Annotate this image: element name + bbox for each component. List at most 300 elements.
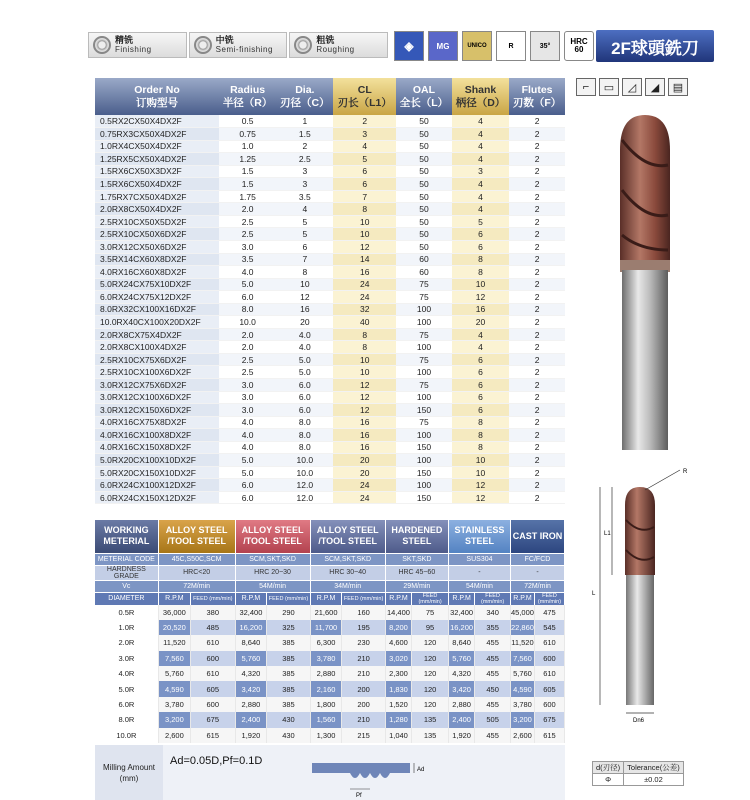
dia-cell: 1.5 (276, 128, 333, 141)
oal-cell: 100 (396, 316, 452, 329)
material-header: ALLOY STEEL /TOOL STEEL (310, 520, 385, 553)
material-code: 45C,S50C,SCM (158, 553, 235, 565)
dia-cell: 6 (276, 240, 333, 253)
dia-cell: 6.0 (276, 404, 333, 417)
order-no-cell: 2.0RX8CX100X4DX2F (95, 341, 219, 354)
oal-cell: 75 (396, 416, 452, 429)
hardness-value: - (448, 565, 510, 580)
order-no-cell: 1.75RX7CX50X4DX2F (95, 190, 219, 203)
flutes-cell: 2 (509, 429, 565, 442)
feed-header: FEED (mm/min) (342, 592, 385, 605)
shank-cell: 4 (452, 115, 509, 128)
cl-cell: 20 (333, 466, 396, 479)
material-header: ALLOY STEEL /TOOL STEEL (235, 520, 310, 553)
rpm-cell: 4,320 (448, 666, 474, 681)
feed-cell: 450 (475, 681, 511, 696)
dia-cell: 5 (276, 215, 333, 228)
speed-row (95, 728, 565, 743)
cl-cell: 2 (333, 115, 396, 128)
dia-cell: 4 (276, 203, 333, 216)
vc-value: 54M/min (235, 580, 310, 592)
oal-cell: 60 (396, 253, 452, 266)
flutes-cell: 2 (509, 190, 565, 203)
feed-cell: 120 (412, 681, 449, 696)
speed-row (95, 605, 565, 620)
spec-header-row (95, 78, 565, 115)
flutes-cell: 2 (509, 454, 565, 467)
shank-cell: 8 (452, 429, 509, 442)
spec-row (95, 429, 565, 442)
rpm-cell: 1,800 (310, 697, 342, 712)
l-label: L (592, 591, 596, 597)
dia-cell: 16 (276, 303, 333, 316)
feed-cell: 385 (267, 651, 310, 666)
slotting-icon: ⌐ (576, 78, 596, 96)
spec-row (95, 303, 565, 316)
flutes-cell: 2 (509, 316, 565, 329)
feed-cell: 675 (534, 712, 564, 727)
radius-cell: 8.0 (219, 303, 276, 316)
radius-cell: 2.0 (219, 203, 276, 216)
radius-cell: 6.0 (219, 291, 276, 304)
rpm-cell: 14,400 (385, 605, 411, 620)
dia-cell: 10.0 (276, 454, 333, 467)
tol-header-tol: Tolerance(公差) (624, 762, 684, 774)
feed-cell: 290 (267, 605, 310, 620)
shank-cell: 12 (452, 291, 509, 304)
feed-cell: 455 (475, 651, 511, 666)
shank-cell: 12 (452, 491, 509, 504)
dia-cell: 12.0 (276, 479, 333, 492)
oal-cell: 50 (396, 128, 452, 141)
rpm-cell: 11,520 (510, 635, 534, 650)
flutes-cell: 2 (509, 153, 565, 166)
coating-badge: ◈ (394, 31, 424, 61)
feed-cell: 210 (342, 666, 385, 681)
rpm-cell: 5,760 (158, 666, 190, 681)
rpm-cell: 4,590 (158, 681, 190, 696)
dia-cell: 5.0 (276, 366, 333, 379)
rpm-cell: 2,600 (510, 728, 534, 743)
milling-amount-panel (95, 745, 565, 800)
mg-badge: MG (428, 31, 458, 61)
shank-cell: 6 (452, 404, 509, 417)
order-no-cell: 1.5RX6CX50X4DX2F (95, 178, 219, 191)
ring-icon (294, 36, 312, 54)
order-no-cell: 6.0RX24CX100X12DX2F (95, 479, 219, 492)
radius-cell: 3.0 (219, 391, 276, 404)
speed-row (95, 651, 565, 666)
spec-row (95, 278, 565, 291)
dn-label: Dn6 (633, 718, 645, 724)
rpm-cell: 20,520 (158, 620, 190, 635)
spec-row (95, 240, 565, 253)
cl-cell: 10 (333, 366, 396, 379)
rpm-cell: 6,300 (310, 635, 342, 650)
oal-cell: 75 (396, 328, 452, 341)
radius-cell: 2.5 (219, 353, 276, 366)
feed-header: FEED (mm/min) (267, 592, 310, 605)
oal-cell: 50 (396, 190, 452, 203)
header-cl: CL 刃长（L1） (333, 78, 396, 115)
rpm-cell: 1,830 (385, 681, 411, 696)
feed-header: FEED (mm/min) (191, 592, 235, 605)
header-radius: Radius 半径（R） (219, 78, 276, 115)
radius-cell: 1.5 (219, 165, 276, 178)
shank-cell: 6 (452, 353, 509, 366)
feed-cell: 120 (412, 697, 449, 712)
rpm-cell: 2,300 (385, 666, 411, 681)
rpm-cell: 2,880 (448, 697, 474, 712)
strip-en-label: Roughing (316, 45, 355, 54)
rpm-cell: 16,200 (448, 620, 474, 635)
material-code: SUS304 (448, 553, 510, 565)
flutes-cell: 2 (509, 391, 565, 404)
spec-row (95, 266, 565, 279)
diameter-cell: 2.0R (95, 635, 158, 650)
spec-row (95, 128, 565, 141)
spec-row (95, 454, 565, 467)
dia-cell: 5 (276, 228, 333, 241)
strip-en-label: Finishing (115, 45, 152, 54)
feed-cell: 600 (191, 697, 235, 712)
order-no-cell: 2.5RX10CX75X6DX2F (95, 353, 219, 366)
radius-cell: 1.0 (219, 140, 276, 153)
dia-cell: 8.0 (276, 441, 333, 454)
spec-row (95, 491, 565, 504)
spec-row (95, 178, 565, 191)
flutes-cell: 2 (509, 441, 565, 454)
spec-row (95, 115, 565, 128)
rpm-header: R.P.M (510, 592, 534, 605)
spec-row (95, 140, 565, 153)
hardness-value: HRC 45~60 (385, 565, 448, 580)
vc-value: 72M/min (510, 580, 564, 592)
milling-amount-label: Milling Amount (mm) (95, 745, 163, 800)
feed-header: FEED (mm/min) (534, 592, 564, 605)
rpm-cell: 2,400 (448, 712, 474, 727)
order-no-cell: 4.0RX16CX75X8DX2F (95, 416, 219, 429)
rpm-cell: 8,200 (385, 620, 411, 635)
helix-angle-badge: 35° (530, 31, 560, 61)
strip-cn-label: 中铣 (215, 35, 234, 45)
cl-cell: 3 (333, 128, 396, 141)
rpm-cell: 1,040 (385, 728, 411, 743)
flutes-cell: 2 (509, 291, 565, 304)
radius-cell: 6.0 (219, 479, 276, 492)
dia-cell: 12 (276, 291, 333, 304)
oal-cell: 75 (396, 278, 452, 291)
oal-cell: 150 (396, 466, 452, 479)
oal-cell: 50 (396, 215, 452, 228)
radius-cell: 4.0 (219, 416, 276, 429)
shank-cell: 4 (452, 190, 509, 203)
flutes-cell: 2 (509, 228, 565, 241)
oal-cell: 50 (396, 153, 452, 166)
header-flutes: Flutes 刃数（F） (509, 78, 565, 115)
flutes-cell: 2 (509, 253, 565, 266)
feed-cell: 160 (342, 605, 385, 620)
spec-row (95, 253, 565, 266)
dia-cell: 6.0 (276, 378, 333, 391)
diameter-cell: 4.0R (95, 666, 158, 681)
strip-en-label: Semi-finishing (215, 45, 273, 54)
order-no-cell: 2.5RX10CX50X5DX2F (95, 215, 219, 228)
flutes-cell: 2 (509, 404, 565, 417)
flutes-cell: 2 (509, 341, 565, 354)
order-no-cell: 2.5RX10CX100X6DX2F (95, 366, 219, 379)
spec-row (95, 203, 565, 216)
oal-cell: 50 (396, 178, 452, 191)
radius-cell: 6.0 (219, 491, 276, 504)
rpm-cell: 2,880 (235, 697, 267, 712)
rpm-cell: 3,420 (448, 681, 474, 696)
radius-cell: 2.0 (219, 341, 276, 354)
feed-cell: 120 (412, 635, 449, 650)
order-no-cell: 3.0RX12CX50X6DX2F (95, 240, 219, 253)
feed-cell: 380 (191, 605, 235, 620)
feed-cell: 355 (475, 620, 511, 635)
oal-cell: 100 (396, 341, 452, 354)
rpm-cell: 2,880 (310, 666, 342, 681)
cl-cell: 12 (333, 240, 396, 253)
feed-header: FEED (mm/min) (412, 592, 449, 605)
dia-cell: 6.0 (276, 391, 333, 404)
rpm-cell: 1,300 (310, 728, 342, 743)
flutes-cell: 2 (509, 240, 565, 253)
tol-value-d: Φ (593, 774, 624, 786)
speed-row (95, 681, 565, 696)
shank-cell: 4 (452, 328, 509, 341)
cl-cell: 24 (333, 278, 396, 291)
feed-cell: 385 (267, 681, 310, 696)
dia-cell: 3.5 (276, 190, 333, 203)
oal-cell: 50 (396, 165, 452, 178)
rpm-cell: 1,560 (310, 712, 342, 727)
feed-cell: 605 (191, 681, 235, 696)
flutes-cell: 2 (509, 115, 565, 128)
flutes-cell: 2 (509, 491, 565, 504)
feed-cell: 605 (534, 681, 564, 696)
material-header-row (95, 520, 565, 553)
vc-value: 29M/min (385, 580, 448, 592)
radius-cell: 5.0 (219, 278, 276, 291)
diameter-cell: 8.0R (95, 712, 158, 727)
rpm-cell: 3,780 (158, 697, 190, 712)
material-code: SKT,SKD (385, 553, 448, 565)
radius-cell: 10.0 (219, 316, 276, 329)
radius-cell: 2.5 (219, 228, 276, 241)
speed-row (95, 712, 565, 727)
shank-cell: 10 (452, 278, 509, 291)
feed-cell: 135 (412, 728, 449, 743)
radius-badge: R (496, 31, 526, 61)
vc-value: 54M/min (448, 580, 510, 592)
oal-cell: 100 (396, 391, 452, 404)
speed-row (95, 697, 565, 712)
cl-cell: 32 (333, 303, 396, 316)
cl-cell: 4 (333, 140, 396, 153)
diameter-cell: 10.0R (95, 728, 158, 743)
shank-cell: 4 (452, 203, 509, 216)
radius-cell: 4.0 (219, 429, 276, 442)
pf-label: Pf (356, 793, 362, 799)
flutes-cell: 2 (509, 140, 565, 153)
vc-value: 72M/min (158, 580, 235, 592)
shank-cell: 8 (452, 416, 509, 429)
oal-cell: 150 (396, 491, 452, 504)
flutes-cell: 2 (509, 328, 565, 341)
oal-cell: 60 (396, 266, 452, 279)
tol-header-d: d(刃径) (593, 762, 624, 774)
row-label: HARDNESS GRADE (95, 565, 158, 580)
order-no-cell: 1.5RX6CX50X3DX2F (95, 165, 219, 178)
feed-cell: 430 (267, 728, 310, 743)
rpm-cell: 8,640 (448, 635, 474, 650)
ad-label: Ad (417, 767, 425, 773)
material-code: SCM,SKT,SKD (310, 553, 385, 565)
dia-cell: 1 (276, 115, 333, 128)
diameter-cell: 5.0R (95, 681, 158, 696)
radius-cell: 3.0 (219, 404, 276, 417)
oal-cell: 75 (396, 291, 452, 304)
flutes-cell: 2 (509, 128, 565, 141)
feed-cell: 505 (475, 712, 511, 727)
cl-cell: 6 (333, 178, 396, 191)
shank-cell: 16 (452, 303, 509, 316)
header-order-no: Order No 订购型号 (95, 78, 219, 115)
radius-cell: 1.5 (219, 178, 276, 191)
shank-cell: 6 (452, 228, 509, 241)
rpm-cell: 5,760 (510, 666, 534, 681)
feed-cell: 215 (342, 728, 385, 743)
feed-cell: 615 (534, 728, 564, 743)
hardness-value: HRC<20 (158, 565, 235, 580)
spec-table (95, 78, 565, 504)
l1-label: L1 (604, 531, 611, 537)
oal-cell: 75 (396, 353, 452, 366)
dia-cell: 5.0 (276, 353, 333, 366)
order-no-cell: 0.75RX3CX50X4DX2F (95, 128, 219, 141)
rpm-cell: 3,200 (158, 712, 190, 727)
speed-row (95, 635, 565, 650)
dia-cell: 2 (276, 140, 333, 153)
header-oal: OAL 全长（L） (396, 78, 452, 115)
material-header: ALLOY STEEL /TOOL STEEL (158, 520, 235, 553)
radius-cell: 0.75 (219, 128, 276, 141)
cl-cell: 7 (333, 190, 396, 203)
order-no-cell: 8.0RX32CX100X16DX2F (95, 303, 219, 316)
feed-cell: 615 (191, 728, 235, 743)
spec-row (95, 165, 565, 178)
spec-row (95, 291, 565, 304)
dia-cell: 10.0 (276, 466, 333, 479)
radius-cell: 2.5 (219, 366, 276, 379)
milling-profile-diagram (310, 751, 430, 799)
vc-row (95, 580, 565, 592)
cl-cell: 16 (333, 416, 396, 429)
flutes-cell: 2 (509, 215, 565, 228)
feed-cell: 325 (267, 620, 310, 635)
dia-cell: 20 (276, 316, 333, 329)
cl-cell: 24 (333, 291, 396, 304)
cl-cell: 10 (333, 228, 396, 241)
flutes-cell: 2 (509, 278, 565, 291)
rpm-cell: 2,600 (158, 728, 190, 743)
rpm-cell: 4,320 (235, 666, 267, 681)
feed-cell: 210 (342, 712, 385, 727)
feed-cell: 610 (534, 666, 564, 681)
spec-row (95, 328, 565, 341)
order-no-cell: 0.5RX2CX50X4DX2F (95, 115, 219, 128)
shank-cell: 4 (452, 178, 509, 191)
rpm-header: R.P.M (448, 592, 474, 605)
feed-cell: 600 (534, 651, 564, 666)
order-no-cell: 3.0RX12CX150X6DX2F (95, 404, 219, 417)
order-no-cell: 4.0RX16CX60X8DX2F (95, 266, 219, 279)
shank-cell: 3 (452, 165, 509, 178)
radius-label: R (683, 469, 688, 475)
rpm-cell: 8,640 (235, 635, 267, 650)
feed-cell: 485 (191, 620, 235, 635)
feed-cell: 120 (412, 666, 449, 681)
vc-value: 34M/min (310, 580, 385, 592)
roughing-tag (289, 32, 388, 58)
oal-cell: 75 (396, 378, 452, 391)
material-header: CAST IRON (510, 520, 564, 553)
header-dia: Dia. 刃径（C） (276, 78, 333, 115)
cl-cell: 8 (333, 328, 396, 341)
spec-row (95, 416, 565, 429)
order-no-cell: 6.0RX24CX75X12DX2F (95, 291, 219, 304)
radius-cell: 5.0 (219, 454, 276, 467)
feed-cell: 230 (342, 635, 385, 650)
diameter-header: DIAMETER (95, 592, 158, 605)
ball-end-mill-image (600, 110, 690, 450)
cl-cell: 24 (333, 479, 396, 492)
flutes-cell: 2 (509, 479, 565, 492)
feed-cell: 455 (475, 697, 511, 712)
cl-cell: 5 (333, 153, 396, 166)
hrc-badge: HRC 60 (564, 31, 594, 61)
oal-cell: 100 (396, 479, 452, 492)
feed-cell: 385 (267, 666, 310, 681)
material-code: SCM,SKT,SKD (235, 553, 310, 565)
rpm-cell: 11,700 (310, 620, 342, 635)
spec-row (95, 316, 565, 329)
plunging-icon: ▤ (668, 78, 688, 96)
rpm-cell: 1,280 (385, 712, 411, 727)
rpm-cell: 22,860 (510, 620, 534, 635)
cl-cell: 16 (333, 429, 396, 442)
order-no-cell: 4.0RX16CX100X8DX2F (95, 429, 219, 442)
dia-cell: 12.0 (276, 491, 333, 504)
radius-cell: 3.0 (219, 378, 276, 391)
feed-cell: 430 (267, 712, 310, 727)
flutes-cell: 2 (509, 203, 565, 216)
cl-cell: 40 (333, 316, 396, 329)
feed-cell: 195 (342, 620, 385, 635)
order-no-cell: 5.0RX24CX75X10DX2F (95, 278, 219, 291)
cl-cell: 12 (333, 391, 396, 404)
flutes-cell: 2 (509, 266, 565, 279)
feed-cell: 600 (191, 651, 235, 666)
dia-cell: 7 (276, 253, 333, 266)
flutes-cell: 2 (509, 165, 565, 178)
rpm-cell: 3,780 (310, 651, 342, 666)
rpm-cell: 4,600 (385, 635, 411, 650)
flutes-cell: 2 (509, 353, 565, 366)
